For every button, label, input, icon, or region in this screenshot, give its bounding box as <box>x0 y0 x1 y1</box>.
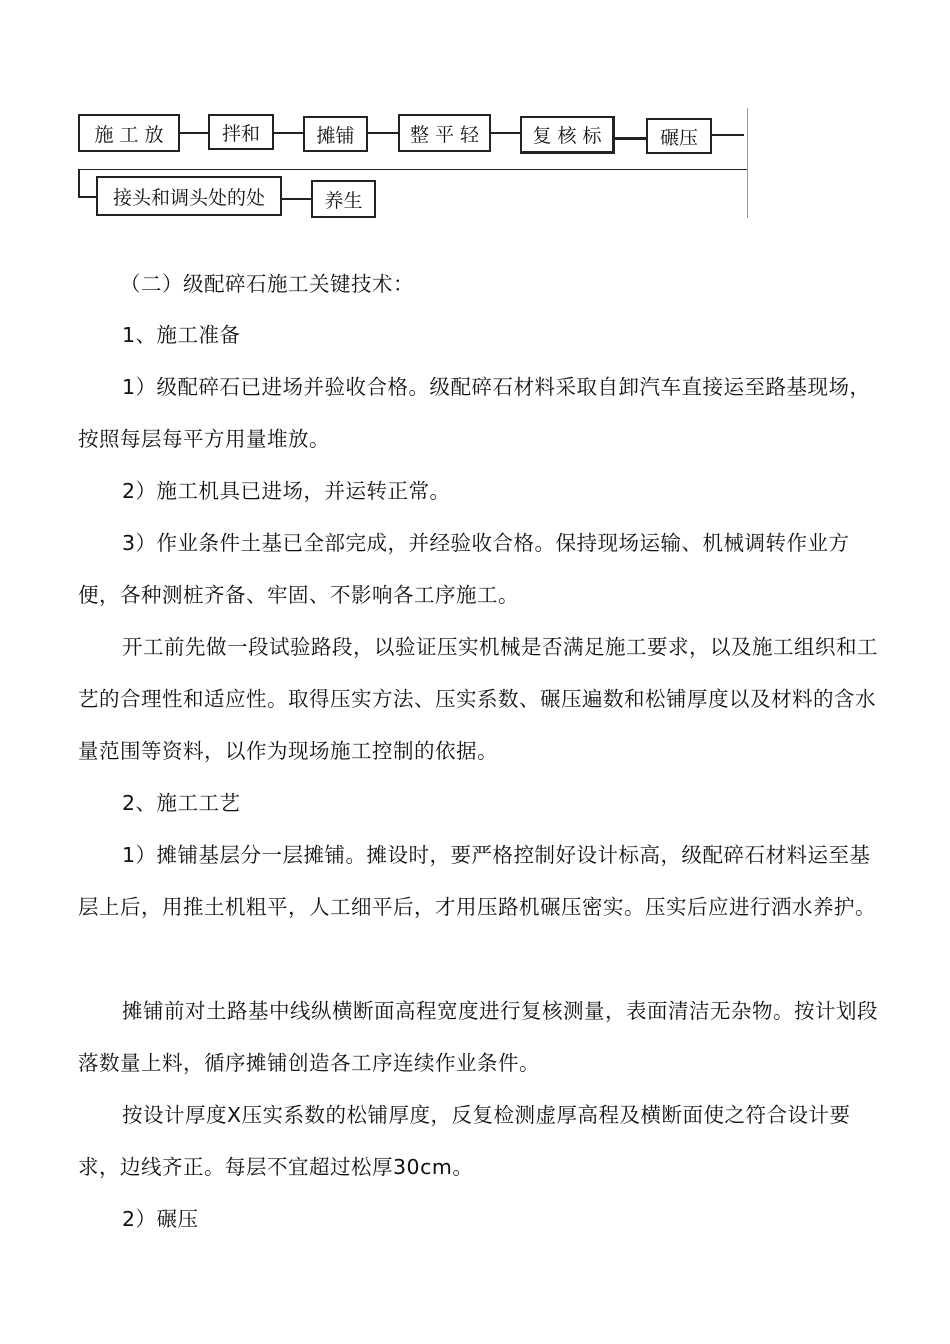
paragraph-3: 3）作业条件土基已全部完成，并经验收合格。保持现场运输、机械调转作业方便，各种测桩齐备、牢固、不影响各工序施工。 <box>78 531 850 607</box>
flow-connector <box>282 198 311 200</box>
flow-return-line <box>78 169 747 170</box>
flow-step-spreading: 摊铺 <box>303 116 368 152</box>
paragraph-2: 2）施工机具已进场，并运转正常。 <box>122 479 451 503</box>
flow-connector <box>274 132 303 134</box>
flow-step-mixing: 拌和 <box>208 114 274 150</box>
process-flowchart <box>0 0 950 230</box>
subsection-title-process: 2、施工工艺 <box>122 791 241 815</box>
paragraph-5: 1）摊铺基层分一层摊铺。摊设时，要严格控制好设计标高，级配碎石材料运至基层上后，用推土机粗平，人工细平后，才用压路机碾压密实。压实后应进行洒水养护。 <box>78 843 876 919</box>
flow-connector <box>180 132 208 134</box>
flow-connector <box>615 137 646 140</box>
flow-connector <box>78 196 96 198</box>
flow-return-line <box>78 169 80 197</box>
paragraph-6: 摊铺前对土路基中线纵横断面高程宽度进行复核测量，表面清洁无杂物。按计划段落数量上料，循序摊铺创造各工序连续作业条件。 <box>78 999 878 1075</box>
flow-edge-line <box>747 108 748 218</box>
paragraph-8: 2）碾压 <box>122 1207 199 1231</box>
subsection-title-preparation: 1、施工准备 <box>122 323 241 347</box>
paragraph-1: 1）级配碎石已进场并验收合格。级配碎石材料采取自卸汽车直接运至路基现场，按照每层每平方用量堆放。 <box>78 375 871 451</box>
flow-step-curing: 养生 <box>311 180 376 218</box>
flow-step-joint-treatment: 接头和调头处的处 <box>96 176 282 216</box>
paragraph-4: 开工前先做一段试验路段，以验证压实机械是否满足施工要求，以及施工组织和工艺的合理性和适应性。取得压实方法、压实系数、碾压遍数和松铺厚度以及材料的含水量范围等资料，以作为现场施工控制的依据。 <box>78 635 878 763</box>
flow-connector <box>491 132 520 134</box>
flow-step-leveling: 整 平 轻 <box>398 114 491 152</box>
paragraph-7: 按设计厚度X压实系数的松铺厚度，反复检测虚厚高程及横断面使之符合设计要求，边线齐正。每层不宜超过松厚30cm。 <box>78 1103 851 1179</box>
flow-connector <box>368 132 398 134</box>
section-heading: （二）级配碎石施工关键技术： <box>120 272 414 296</box>
flow-step-construction-layout: 施 工 放 <box>78 114 180 152</box>
flow-connector <box>712 134 744 136</box>
flow-step-recheck: 复 核 标 <box>520 116 615 154</box>
flow-step-rolling: 碾压 <box>646 118 712 154</box>
